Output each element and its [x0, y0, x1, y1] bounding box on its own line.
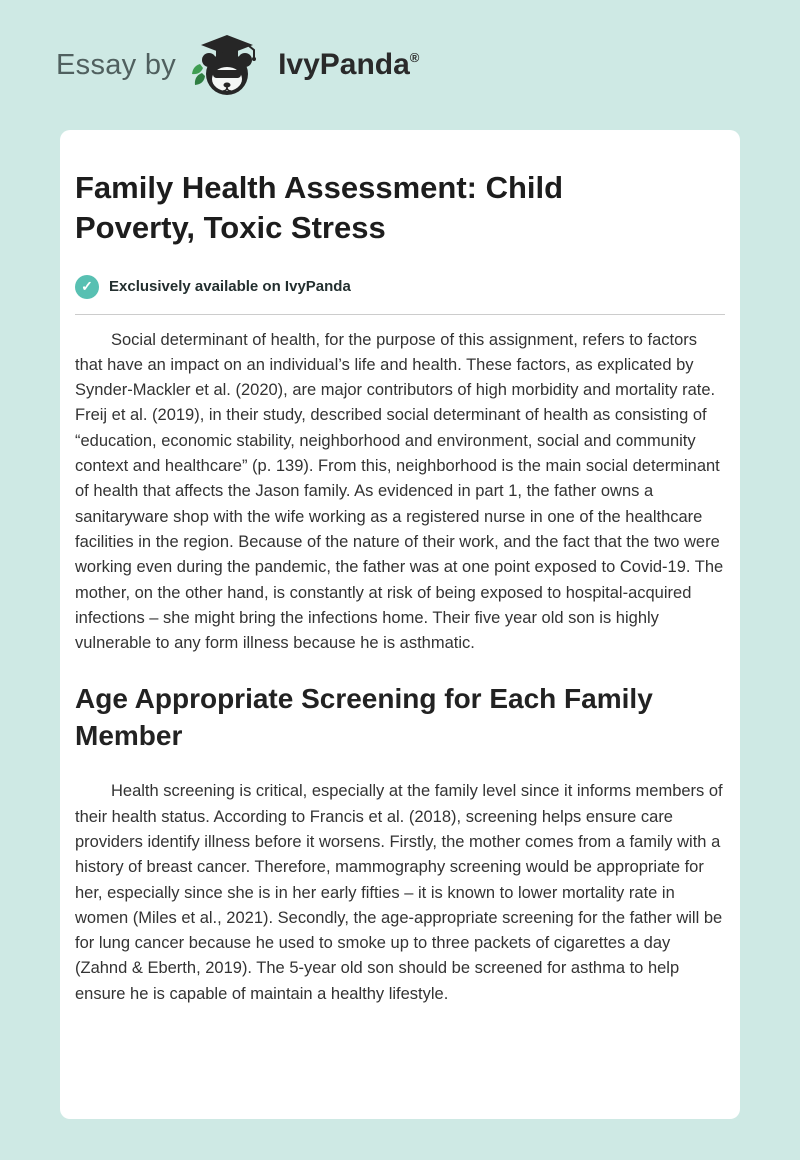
essay-card — [60, 130, 740, 1119]
panda-graduation-cap-icon — [192, 34, 262, 96]
section-heading: Age Appropriate Screening for Each Family Member — [75, 683, 653, 752]
essay-by-label: Essay by — [56, 48, 177, 81]
essay-title: Family Health Assessment: Child Poverty, Toxic Stress — [75, 170, 564, 246]
paragraph-2: Health screening is critical, especially at the family level since it informs members of their health status. According to Francis et al. (2018), screening helps ensure care providers identify illness before it worsens. Firstly, the mother comes from a family with a history of breast cancer. Therefore, mammography screening would be appropriate for her, especially since she is in her early fifties – it is known to lower mortality rate in women (Miles et al., 2021). Secondly, the age-appropriate screening for the father will be for lung cancer because he used to smoke up to three packets of cigarettes a day (Zahnd & Eberth, 2019). The 5-year old son should be screened for asthma to help ensure he is capable of maintain a healthy lifestyle. — [75, 782, 723, 1003]
divider — [75, 314, 725, 315]
registered-mark: ® — [409, 50, 420, 65]
essay-header — [0, 0, 800, 130]
brand-name — [278, 48, 419, 82]
availability-text: Exclusively available on IvyPanda — [109, 278, 351, 296]
checkmark-icon: ✓ — [75, 275, 99, 299]
paragraph-1: Social determinant of health, for the purpose of this assignment, refers to factors that have an impact on an individual’s life and health. These factors, as explicated by Synder-Mackler et al. (2020), are major contributors of high morbidity and mortality rate. Freij et al. (2019), in their study, described social determinant of health as consisting of “education, economic stability, neighborhood and environment, social and community context and healthcare” (p. 139). From this, neighborhood is the main social determinant of health that affects the Jason family. As evidenced in part 1, the father owns a sanitaryware shop with the wife working as a registered nurse in one of the healthcare facilities in the region. Because of the nature of their work, and the fact that the two were working even during the pandemic, the father was at one point exposed to Covid-19. The mother, on the other hand, is constantly at risk of being exposed to hospital-acquired infections – she might bring the infections home. Their five year old son is highly vulnerable to any form illness because he is asthmatic. — [75, 330, 724, 653]
brand-text: IvyPanda — [278, 48, 410, 81]
availability-badge — [75, 275, 725, 299]
ivypanda-logo-icon — [192, 34, 262, 96]
